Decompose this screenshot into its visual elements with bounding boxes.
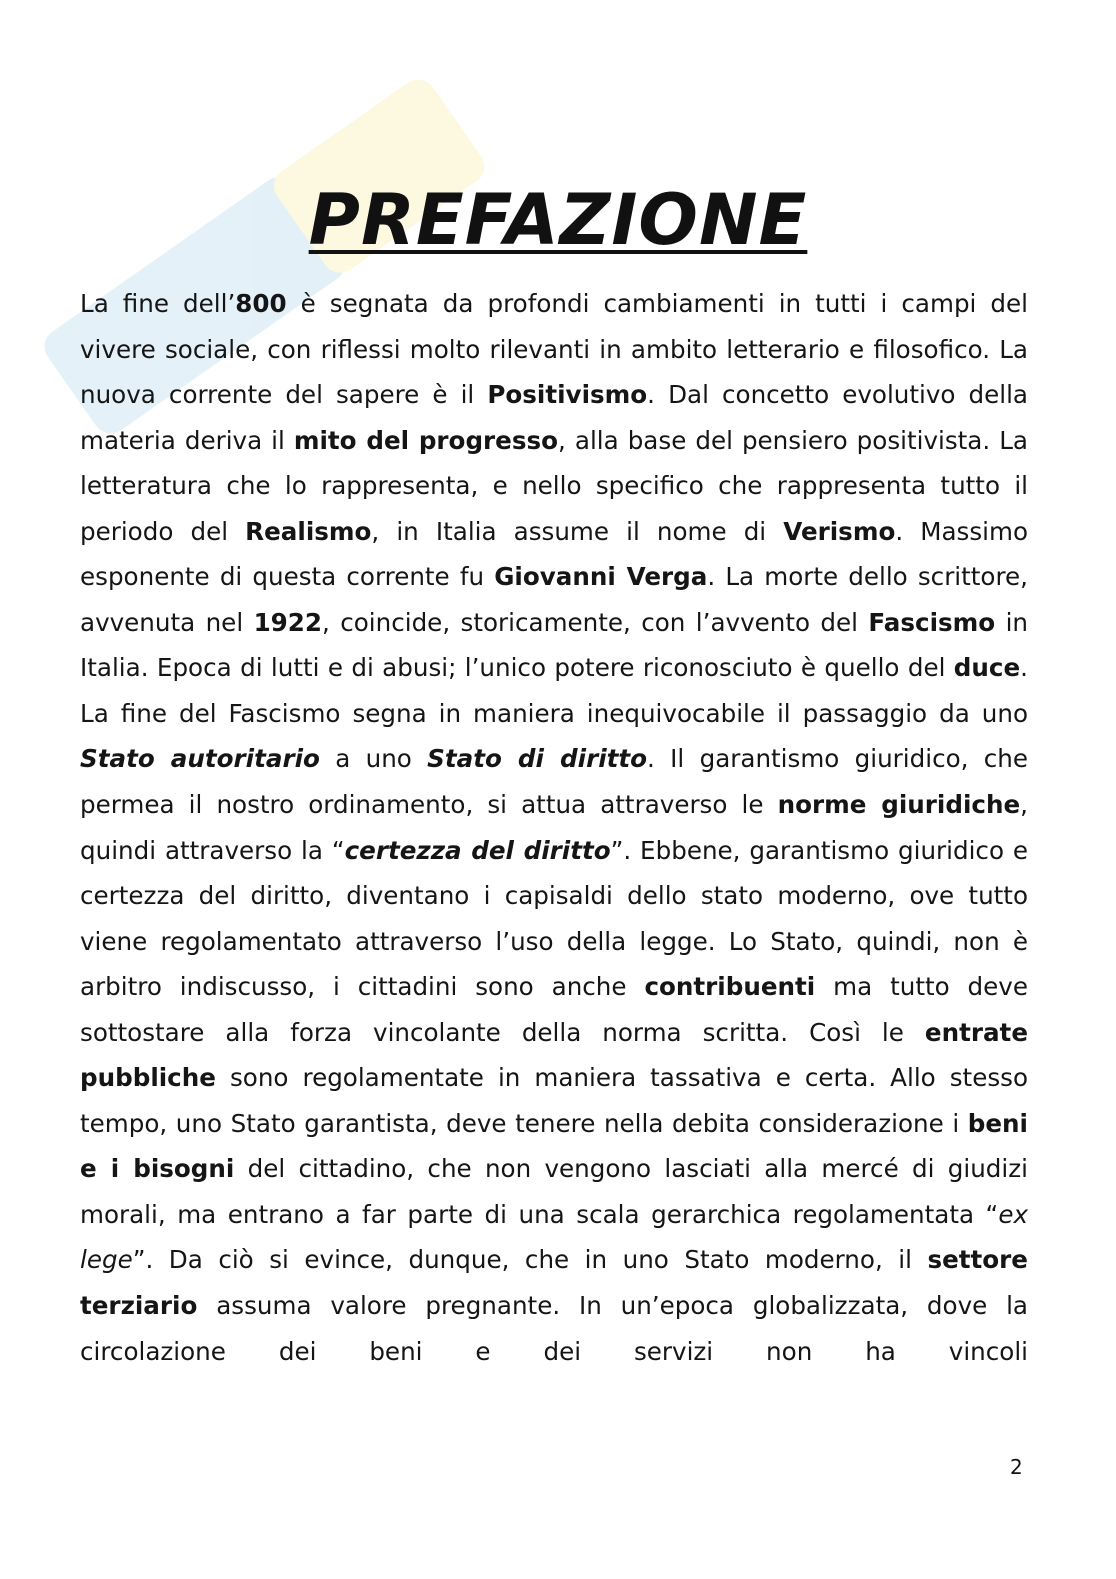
- bold-italic-term: certezza del diritto: [344, 835, 611, 865]
- bold-term: norme giuridiche: [777, 790, 1021, 820]
- italic-term: ex lege: [80, 1199, 1028, 1275]
- bold-term: Verismo: [783, 516, 896, 546]
- bold-italic-term: Stato autoritario: [80, 744, 320, 774]
- bold-term: Giovanni Verga: [494, 562, 708, 592]
- bold-term: duce: [953, 653, 1021, 683]
- bold-term: settore terziario: [80, 1245, 1028, 1321]
- bold-term: mito del progresso: [293, 425, 559, 455]
- bold-term: Positivismo: [487, 380, 648, 410]
- bold-term: Fascismo: [868, 607, 996, 637]
- bold-term: 800: [235, 289, 287, 318]
- bold-term: contribuenti: [644, 972, 816, 1002]
- preface-paragraph: La fine dell’800 è segnata da profondi cambiamenti in tutti i campi del vivere sociale, con riflessi molto rilevanti in ambito letterario e filosofico. La nuova corrente del sapere è il Positivismo. Dal concetto evolutivo della materia deriva il mito del progresso, alla base del pensiero positivista. La letteratura che lo rappresenta, e nello specifico che rappresenta tutto il periodo del Realismo, in Italia assume il nome di Verismo. Massimo esponente di questa corrente fu Giovanni Verga. La morte dello scrittore, avvenuta nel 1922, coincide, storicamente, con l’avvento del Fascismo in Italia. Epoca di lutti e di abusi; l’unico potere riconosciuto è quello del duce. La fine del Fascismo segna in maniera inequivocabile il passaggio da uno Stato autoritario a uno Stato di diritto. Il garantismo giuridico, che permea il nostro ordinamento, si attua attraverso le norme giuridiche, quindi attraverso la “certezza del diritto”. Ebbene, garantismo giuridico e certezza del diritto, diventano i capisaldi dello stato moderno, ove tutto viene regolamentato attraverso l’uso della legge. Lo Stato, quindi, non è arbitro indiscusso, i cittadini sono anche contribuenti ma tutto deve sottostare alla forza vincolante della norma scritta. Così le entrate pubbliche sono regolamentate in maniera tassativa e certa. Allo stesso tempo, uno Stato garantista, deve tenere nella debita considerazione i beni e i bisogni del cittadino, che non vengono lasciati alla mercé di giudizi morali, ma entrano a far parte di una scala gerarchica regolamentata “ex lege”. Da ciò si evince, dunque, che in uno Stato moderno, il settore terziario assuma valore pregnante. In un’epoca globalizzata, dove la circolazione dei beni e dei servizi non ha vincoli: [80, 289, 1029, 1366]
- page-number: 2: [1010, 1455, 1023, 1479]
- bold-italic-term: Stato di diritto: [427, 744, 648, 774]
- bold-term: Realismo: [245, 516, 372, 546]
- page-title: PREFAZIONE: [308, 179, 808, 261]
- bold-term: 1922: [253, 607, 323, 637]
- bold-term: entrate pubbliche: [80, 1017, 1028, 1093]
- bold-term: beni e i bisogni: [80, 1108, 1028, 1184]
